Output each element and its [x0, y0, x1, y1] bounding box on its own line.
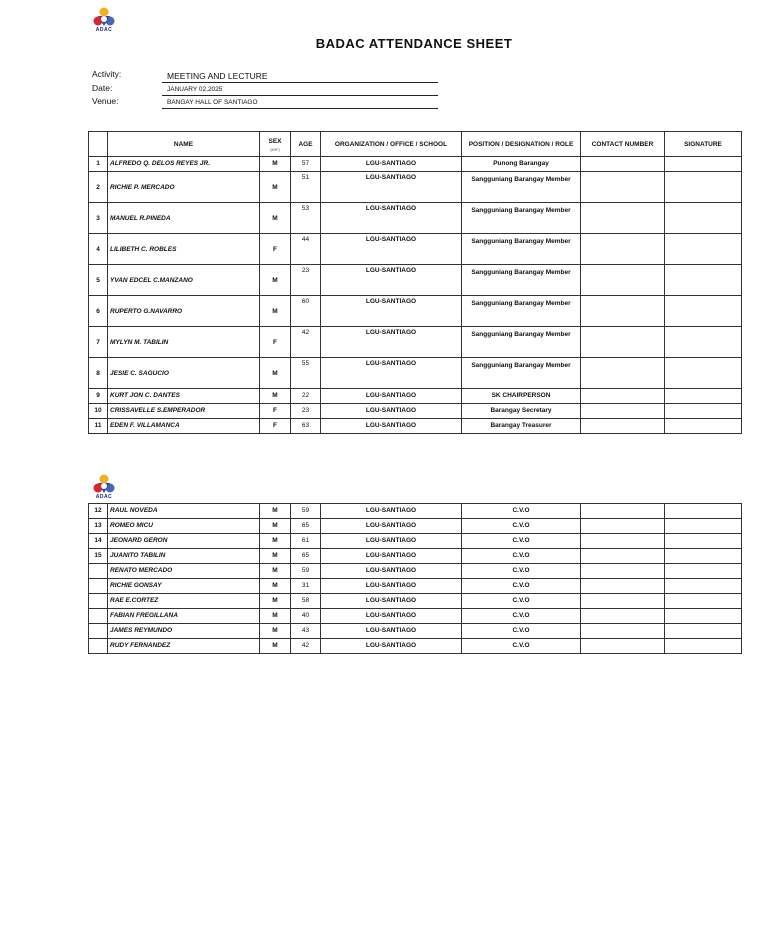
adac-logo-2 [91, 474, 117, 502]
attendee-position: Sangguniang Barangay Member [462, 327, 581, 358]
contact-number-cell[interactable] [581, 358, 665, 389]
row-number [89, 624, 108, 639]
attendee-name: LILIBETH C. ROBLES [108, 234, 260, 265]
venue-value: BANGAY HALL OF SANTIAGO [162, 97, 438, 109]
logo-text: ADAC [95, 27, 113, 33]
row-number: 1 [89, 157, 108, 172]
attendee-name: FABIAN FREGILLANA [108, 609, 260, 624]
row-number: 15 [89, 549, 108, 564]
contact-number-cell[interactable] [581, 504, 665, 519]
signature-cell[interactable] [665, 419, 742, 434]
contact-number-cell[interactable] [581, 404, 665, 419]
attendee-sex: F [260, 404, 291, 419]
attendee-name: RAUL NOVEDA [108, 504, 260, 519]
activity-label: Activity: [92, 69, 122, 79]
contact-number-cell[interactable] [581, 624, 665, 639]
signature-cell[interactable] [665, 639, 742, 654]
attendee-age: 61 [291, 534, 321, 549]
attendee-organization: LGU-SANTIAGO [321, 203, 462, 234]
attendee-organization: LGU-SANTIAGO [321, 624, 462, 639]
signature-cell[interactable] [665, 327, 742, 358]
table-row [89, 404, 742, 419]
attendee-organization: LGU-SANTIAGO [321, 609, 462, 624]
attendee-organization: LGU-SANTIAGO [321, 564, 462, 579]
contact-number-cell[interactable] [581, 157, 665, 172]
attendee-sex: M [260, 609, 291, 624]
adac-logo-icon [91, 474, 117, 496]
attendee-sex: M [260, 519, 291, 534]
header-position: POSITION / DESIGNATION / ROLE [462, 132, 581, 157]
contact-number-cell[interactable] [581, 265, 665, 296]
attendee-name: ROMEO MICU [108, 519, 260, 534]
signature-cell[interactable] [665, 157, 742, 172]
attendee-sex: M [260, 549, 291, 564]
row-number: 2 [89, 172, 108, 203]
attendee-position: C.V.O [462, 609, 581, 624]
row-number: 12 [89, 504, 108, 519]
attendee-age: 42 [291, 327, 321, 358]
attendee-name: KURT JON C. DANTES [108, 389, 260, 404]
table-row [89, 564, 742, 579]
attendee-position: Barangay Secretary [462, 404, 581, 419]
row-number: 13 [89, 519, 108, 534]
row-number: 11 [89, 419, 108, 434]
signature-cell[interactable] [665, 389, 742, 404]
table-row [89, 609, 742, 624]
row-number: 4 [89, 234, 108, 265]
attendee-organization: LGU-SANTIAGO [321, 419, 462, 434]
header-sex-sub: (M/F) [270, 146, 280, 152]
contact-number-cell[interactable] [581, 564, 665, 579]
attendee-organization: LGU-SANTIAGO [321, 549, 462, 564]
table-row [89, 549, 742, 564]
attendee-organization: LGU-SANTIAGO [321, 296, 462, 327]
table-row [89, 624, 742, 639]
row-number [89, 579, 108, 594]
header-signature: SIGNATURE [665, 132, 742, 157]
attendee-organization: LGU-SANTIAGO [321, 579, 462, 594]
contact-number-cell[interactable] [581, 534, 665, 549]
attendee-age: 58 [291, 594, 321, 609]
attendee-age: 23 [291, 265, 321, 296]
row-number [89, 639, 108, 654]
table-row [89, 639, 742, 654]
attendee-organization: LGU-SANTIAGO [321, 519, 462, 534]
table-row [89, 594, 742, 609]
contact-number-cell[interactable] [581, 203, 665, 234]
attendee-position: C.V.O [462, 639, 581, 654]
attendee-position: Sangguniang Barangay Member [462, 172, 581, 203]
attendee-age: 65 [291, 549, 321, 564]
attendee-name: RUPERTO G.NAVARRO [108, 296, 260, 327]
attendee-name: JUANITO TABILIN [108, 549, 260, 564]
table-row [89, 504, 742, 519]
date-value: JANUARY 02,2025 [162, 84, 438, 96]
attendee-position: C.V.O [462, 504, 581, 519]
signature-cell[interactable] [665, 579, 742, 594]
attendee-name: EDEN F. VILLAMANCA [108, 419, 260, 434]
header-contact: CONTACT NUMBER [581, 132, 665, 157]
table-row [89, 534, 742, 549]
attendee-name: YVAN EDCEL C.MANZANO [108, 265, 260, 296]
contact-number-cell[interactable] [581, 327, 665, 358]
attendee-position: Sangguniang Barangay Member [462, 358, 581, 389]
attendee-position: C.V.O [462, 519, 581, 534]
attendee-position: C.V.O [462, 624, 581, 639]
attendee-position: C.V.O [462, 579, 581, 594]
attendee-age: 59 [291, 504, 321, 519]
adac-logo [91, 7, 117, 35]
table-row [89, 265, 742, 296]
attendee-name: RICHIE P. MERCADO [108, 172, 260, 203]
attendee-sex: M [260, 639, 291, 654]
attendee-name: ALFREDO Q. DELOS REYES JR. [108, 157, 260, 172]
row-number [89, 564, 108, 579]
attendee-sex: F [260, 234, 291, 265]
attendee-age: 65 [291, 519, 321, 534]
attendee-organization: LGU-SANTIAGO [321, 265, 462, 296]
contact-number-cell[interactable] [581, 594, 665, 609]
attendee-name: RAE E.CORTEZ [108, 594, 260, 609]
contact-number-cell[interactable] [581, 519, 665, 534]
activity-value: MEETING AND LECTURE [162, 70, 438, 83]
row-number: 5 [89, 265, 108, 296]
attendee-position: Punong Barangay [462, 157, 581, 172]
signature-cell[interactable] [665, 265, 742, 296]
attendee-name: MYLYN M. TABILIN [108, 327, 260, 358]
signature-cell[interactable] [665, 564, 742, 579]
attendee-sex: M [260, 203, 291, 234]
attendance-table-1 [88, 131, 742, 434]
signature-cell[interactable] [665, 534, 742, 549]
attendee-organization: LGU-SANTIAGO [321, 404, 462, 419]
attendee-age: 55 [291, 358, 321, 389]
row-number: 6 [89, 296, 108, 327]
attendee-organization: LGU-SANTIAGO [321, 172, 462, 203]
signature-cell[interactable] [665, 404, 742, 419]
signature-cell[interactable] [665, 358, 742, 389]
signature-cell[interactable] [665, 609, 742, 624]
attendee-position: Sangguniang Barangay Member [462, 203, 581, 234]
attendance-table-2 [88, 503, 742, 654]
attendee-sex: M [260, 172, 291, 203]
attendee-age: 51 [291, 172, 321, 203]
contact-number-cell[interactable] [581, 609, 665, 624]
attendee-position: C.V.O [462, 534, 581, 549]
header-name: NAME [108, 132, 260, 157]
table-row [89, 389, 742, 404]
attendee-organization: LGU-SANTIAGO [321, 358, 462, 389]
signature-cell[interactable] [665, 203, 742, 234]
attendee-name: MANUEL R.PINEDA [108, 203, 260, 234]
attendee-sex: M [260, 389, 291, 404]
attendee-name: JEONARD GERON [108, 534, 260, 549]
attendee-sex: F [260, 419, 291, 434]
attendee-position: C.V.O [462, 549, 581, 564]
attendee-name: JAMES REYMUNDO [108, 624, 260, 639]
attendee-organization: LGU-SANTIAGO [321, 504, 462, 519]
logo-text: ADAC [95, 494, 113, 500]
row-number: 14 [89, 534, 108, 549]
table-row [89, 327, 742, 358]
attendee-position: C.V.O [462, 594, 581, 609]
contact-number-cell[interactable] [581, 579, 665, 594]
attendee-age: 42 [291, 639, 321, 654]
attendee-sex: M [260, 504, 291, 519]
venue-label: Venue: [92, 96, 119, 106]
attendee-name: RICHIE GONSAY [108, 579, 260, 594]
signature-cell[interactable] [665, 624, 742, 639]
attendee-age: 44 [291, 234, 321, 265]
row-number: 10 [89, 404, 108, 419]
attendee-sex: M [260, 564, 291, 579]
contact-number-cell[interactable] [581, 419, 665, 434]
header-age: AGE [291, 132, 321, 157]
signature-cell[interactable] [665, 504, 742, 519]
attendee-sex: M [260, 358, 291, 389]
attendee-organization: LGU-SANTIAGO [321, 327, 462, 358]
table-row [89, 157, 742, 172]
attendee-sex: M [260, 157, 291, 172]
attendee-organization: LGU-SANTIAGO [321, 534, 462, 549]
attendee-sex: M [260, 265, 291, 296]
header-sex [260, 132, 291, 157]
table-2-body [89, 504, 742, 654]
attendee-sex: M [260, 624, 291, 639]
attendee-age: 23 [291, 404, 321, 419]
contact-number-cell[interactable] [581, 172, 665, 203]
row-number: 7 [89, 327, 108, 358]
attendee-age: 60 [291, 296, 321, 327]
table-row [89, 419, 742, 434]
header-org: ORGANIZATION / OFFICE / SCHOOL [321, 132, 462, 157]
attendee-position: Barangay Treasurer [462, 419, 581, 434]
signature-cell[interactable] [665, 172, 742, 203]
table-1-body [89, 157, 742, 434]
signature-cell[interactable] [665, 594, 742, 609]
attendee-position: Sangguniang Barangay Member [462, 296, 581, 327]
row-number: 9 [89, 389, 108, 404]
row-number [89, 609, 108, 624]
attendee-sex: M [260, 296, 291, 327]
attendee-name: RENATO MERCADO [108, 564, 260, 579]
header-no [89, 132, 108, 157]
attendee-age: 53 [291, 203, 321, 234]
contact-number-cell[interactable] [581, 234, 665, 265]
table-row [89, 172, 742, 203]
table-row [89, 203, 742, 234]
attendee-age: 22 [291, 389, 321, 404]
contact-number-cell[interactable] [581, 389, 665, 404]
attendee-position: C.V.O [462, 564, 581, 579]
attendee-sex: F [260, 327, 291, 358]
signature-cell[interactable] [665, 519, 742, 534]
attendee-organization: LGU-SANTIAGO [321, 594, 462, 609]
contact-number-cell[interactable] [581, 549, 665, 564]
table-row [89, 358, 742, 389]
header-sex-label: SEX [268, 137, 282, 145]
attendee-organization: LGU-SANTIAGO [321, 157, 462, 172]
attendee-sex: M [260, 579, 291, 594]
attendee-age: 57 [291, 157, 321, 172]
attendee-organization: LGU-SANTIAGO [321, 639, 462, 654]
row-number: 8 [89, 358, 108, 389]
table-row [89, 519, 742, 534]
table-row [89, 579, 742, 594]
attendee-sex: M [260, 534, 291, 549]
attendee-name: RUDY FERNANDEZ [108, 639, 260, 654]
attendee-position: Sangguniang Barangay Member [462, 234, 581, 265]
attendee-age: 63 [291, 419, 321, 434]
table-row [89, 296, 742, 327]
attendee-position: SK CHAIRPERSON [462, 389, 581, 404]
page-title: BADAC ATTENDANCE SHEET [315, 36, 513, 51]
attendee-organization: LGU-SANTIAGO [321, 389, 462, 404]
signature-cell[interactable] [665, 296, 742, 327]
attendee-organization: LGU-SANTIAGO [321, 234, 462, 265]
date-label: Date: [92, 83, 113, 93]
adac-logo-icon [91, 7, 117, 29]
row-number: 3 [89, 203, 108, 234]
attendee-name: JESIE C. SAGUCIO [108, 358, 260, 389]
contact-number-cell[interactable] [581, 639, 665, 654]
attendee-sex: M [260, 594, 291, 609]
signature-cell[interactable] [665, 549, 742, 564]
attendee-position: Sangguniang Barangay Member [462, 265, 581, 296]
attendee-age: 31 [291, 579, 321, 594]
attendee-name: CRISSAVELLE S.EMPERADOR [108, 404, 260, 419]
contact-number-cell[interactable] [581, 296, 665, 327]
attendee-age: 43 [291, 624, 321, 639]
signature-cell[interactable] [665, 234, 742, 265]
row-number [89, 594, 108, 609]
table-row [89, 234, 742, 265]
attendee-age: 59 [291, 564, 321, 579]
table-header-row [89, 132, 742, 157]
attendee-age: 40 [291, 609, 321, 624]
